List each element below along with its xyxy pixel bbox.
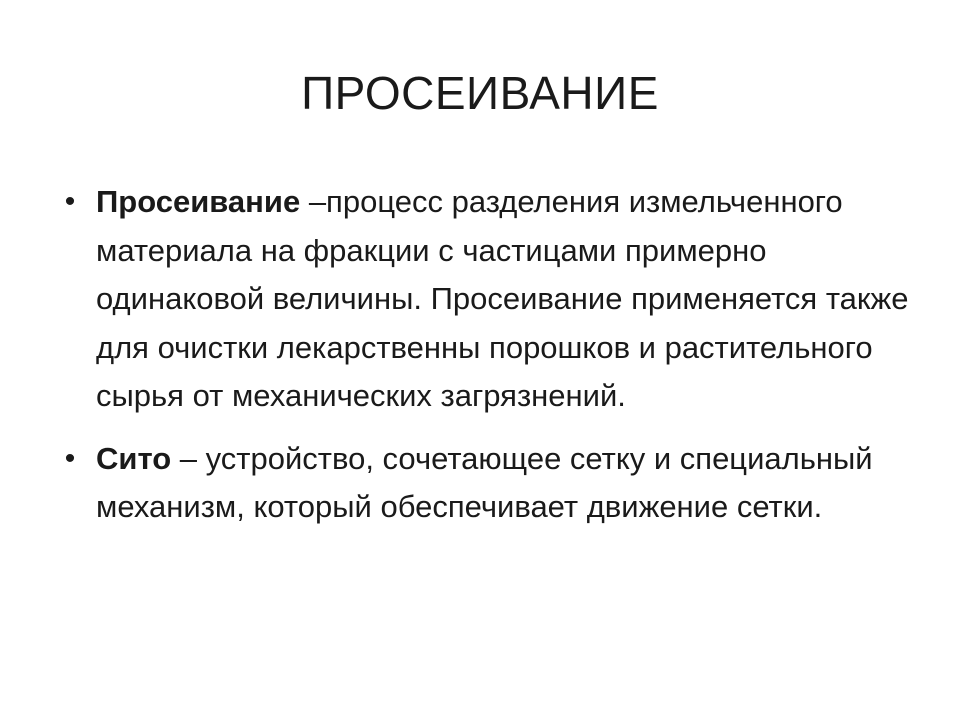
bullet-text: –процесс разделения измельченного материала на фракции с частицами примерно одинаковой величины. Просеивание применяется также для очистки лекарственны порошков и растительного сырья от механических загрязнений. <box>96 184 909 413</box>
bullet-item-sieving <box>60 178 920 421</box>
bullet-list <box>60 178 920 546</box>
bullet-marker-icon: • <box>64 185 76 218</box>
slide-title: ПРОСЕИВАНИЕ <box>301 67 659 119</box>
bullet-marker-icon: • <box>64 441 76 475</box>
bullet-term: Просеивание <box>96 184 301 219</box>
bullet-term: Сито <box>96 440 172 476</box>
bullet-item-sieve <box>60 435 920 532</box>
bullet-text: – устройство, сочетающее сетку и специальный механизм, который обеспечивает движение сетки. <box>96 440 873 524</box>
